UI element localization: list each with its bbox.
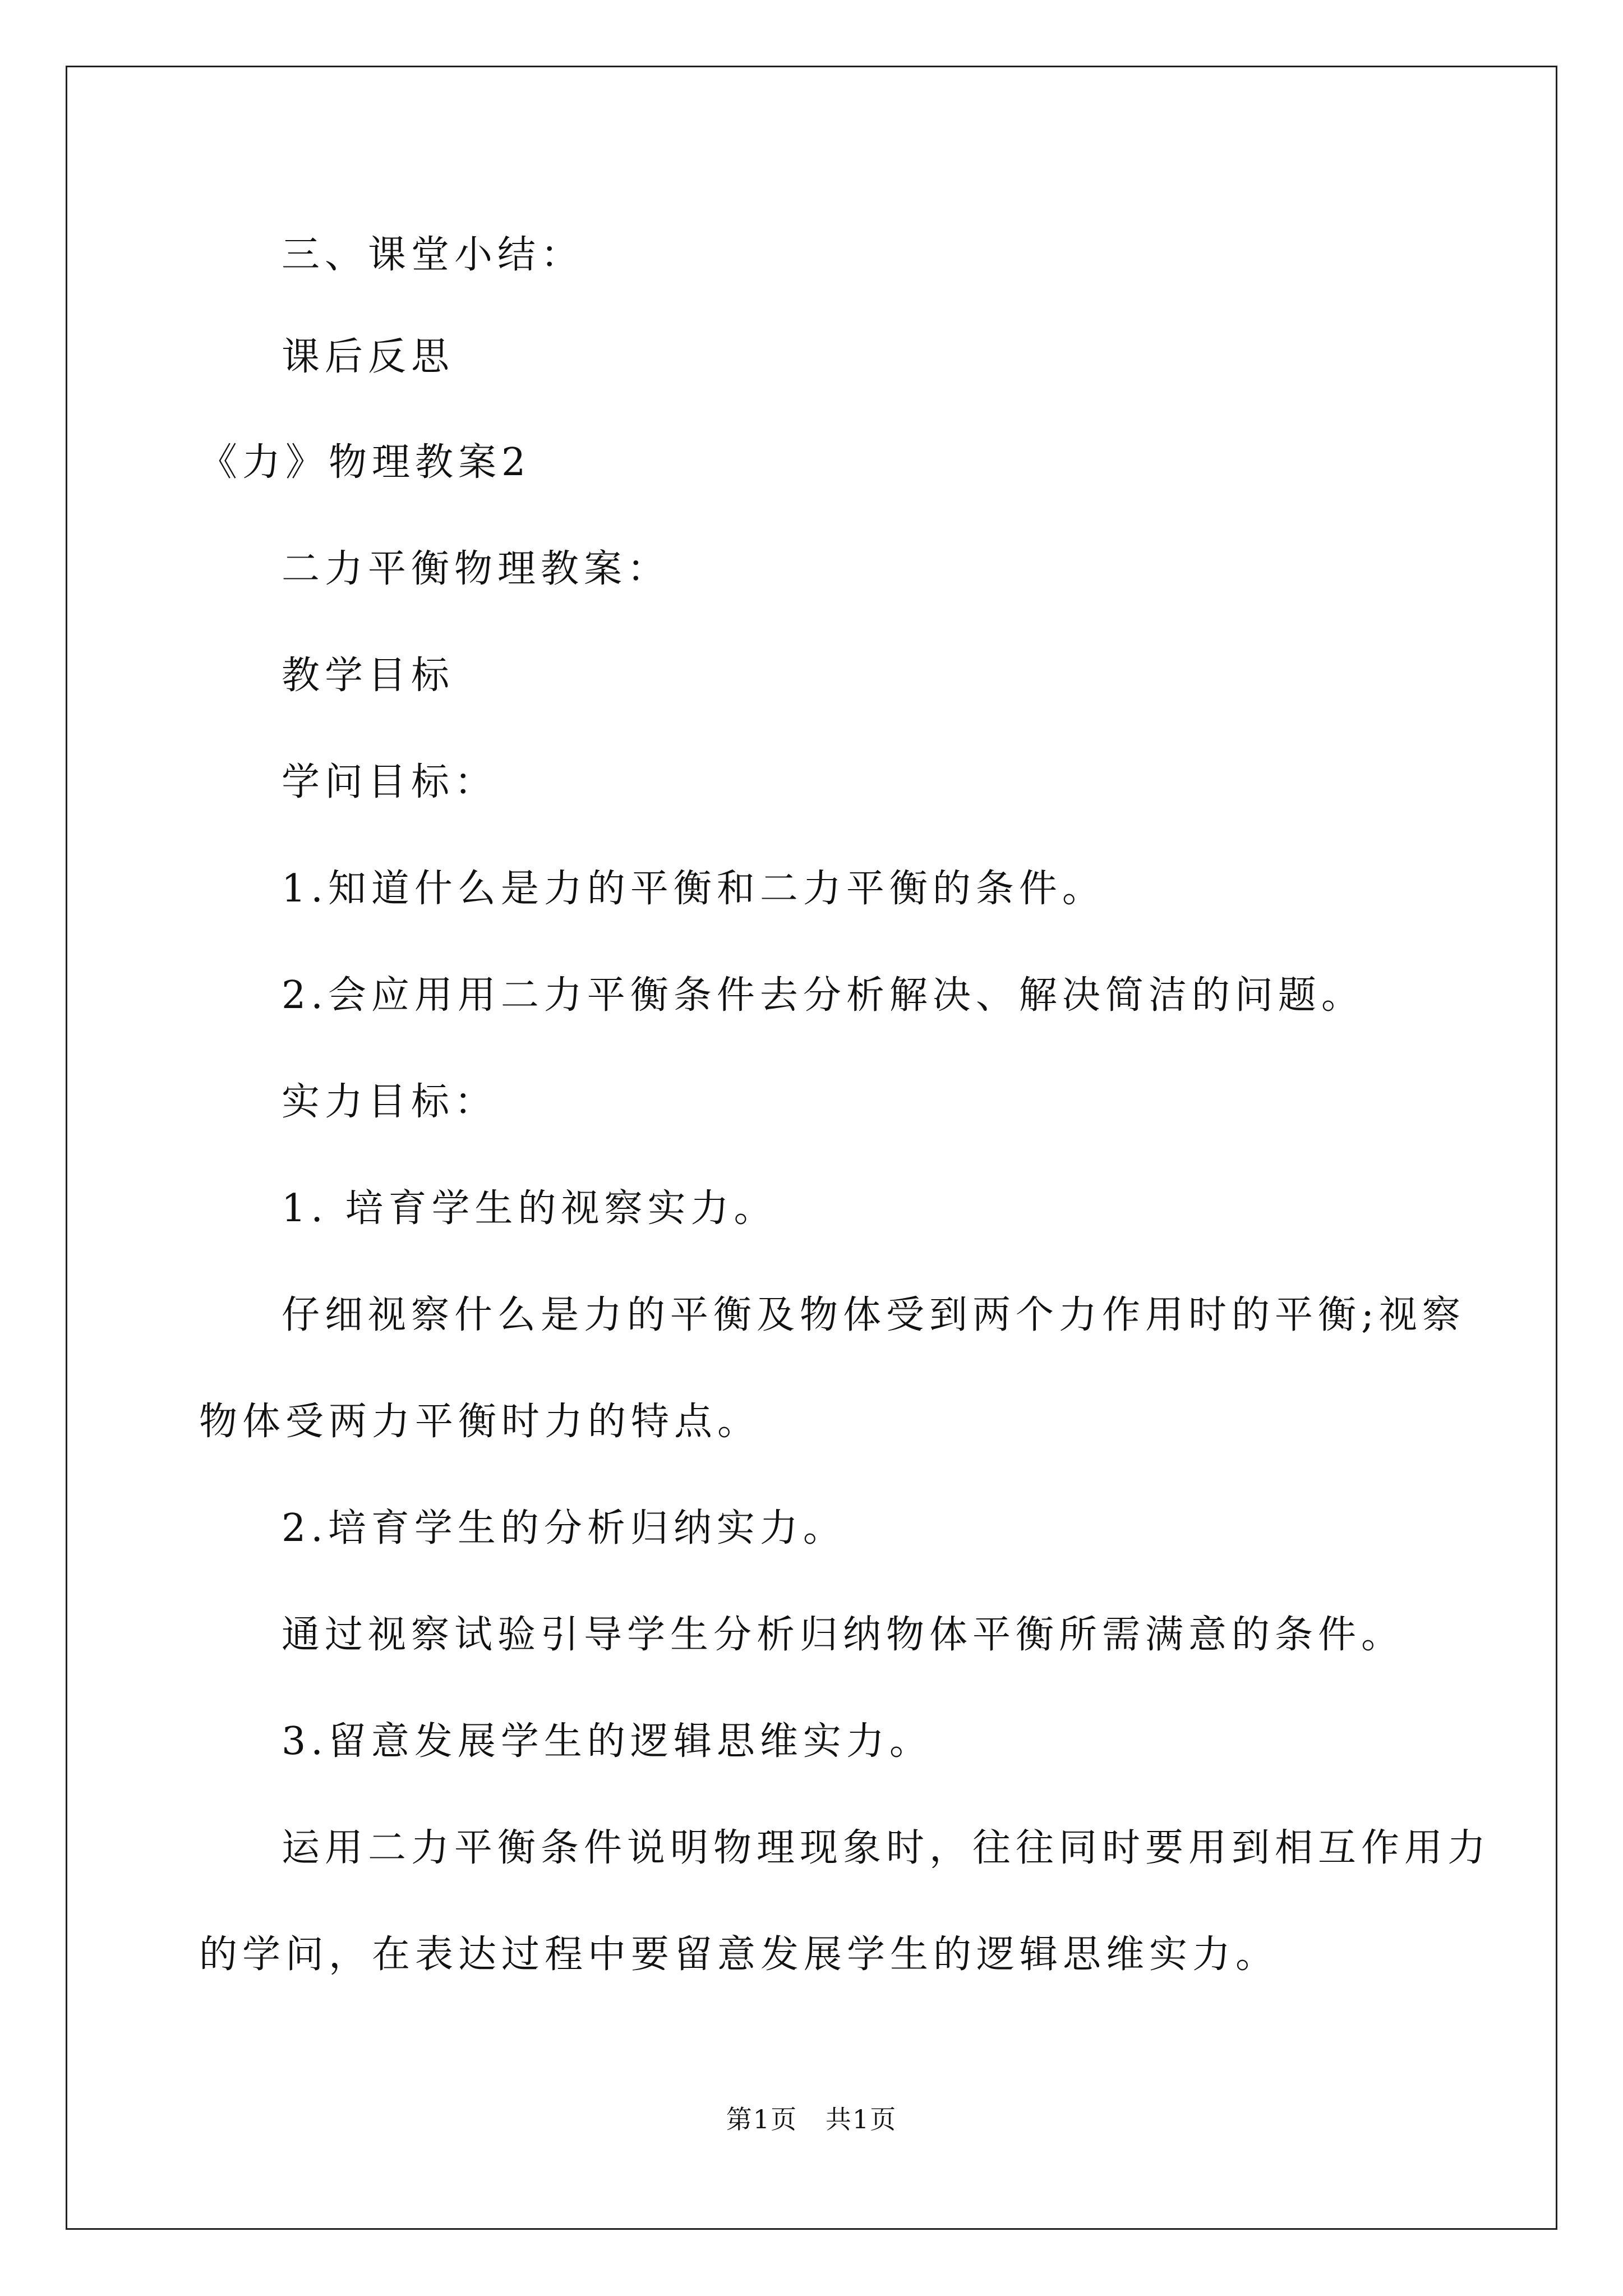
ability-goal-1-detail-line-2: 物体受两力平衡时力的特点。 xyxy=(199,1400,761,1444)
document-subtitle: 《力》物理教案2 xyxy=(199,440,531,485)
ability-goal-1-detail-line-1: 仔细视察什么是力的平衡及物体受到两个力作用时的平衡;视察 xyxy=(282,1293,1465,1337)
ability-goal-1: 1. 培育学生的视察实力。 xyxy=(282,1186,777,1231)
subheading-knowledge-goals: 学问目标： xyxy=(282,760,498,804)
lesson-title: 二力平衡物理教案： xyxy=(282,547,671,591)
knowledge-goal-2: 2.会应用用二力平衡条件去分析解决、解决简洁的问题。 xyxy=(282,973,1364,1018)
ability-goal-2: 2.培育学生的分析归纳实力。 xyxy=(282,1506,846,1550)
section-heading-goals: 教学目标 xyxy=(282,654,455,698)
knowledge-goal-1: 1.知道什么是力的平衡和二力平衡的条件。 xyxy=(282,867,1105,911)
page-border xyxy=(66,66,1557,2230)
ability-goal-3-detail-line-1: 运用二力平衡条件说明物理现象时，往往同时要用到相互作用力 xyxy=(282,1826,1491,1870)
section-heading-summary: 三、课堂小结： xyxy=(282,233,584,277)
page-number-footer: 第1页 共1页 xyxy=(726,2104,897,2134)
subheading-ability-goals: 实力目标： xyxy=(282,1080,498,1124)
ability-goal-3: 3.留意发展学生的逻辑思维实力。 xyxy=(282,1719,933,1764)
ability-goal-3-detail-line-2: 的学问，在表达过程中要留意发展学生的逻辑思维实力。 xyxy=(199,1932,1279,1977)
ability-goal-2-detail: 通过视察试验引导学生分析归纳物体平衡所需满意的条件。 xyxy=(282,1613,1405,1657)
section-heading-reflection: 课后反思 xyxy=(282,335,455,379)
